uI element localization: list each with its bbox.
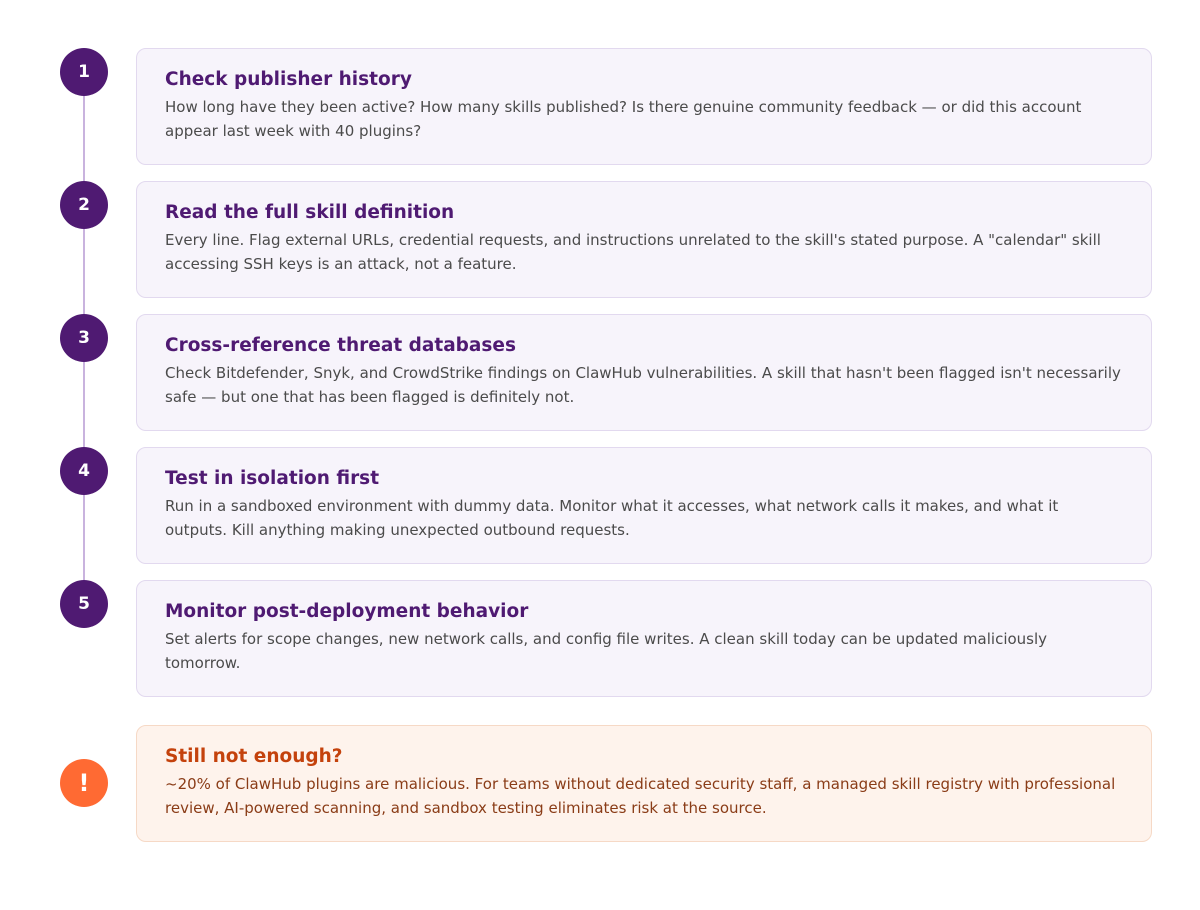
connector-line [83, 362, 85, 447]
connector-line [83, 96, 85, 181]
step-title: Test in isolation first [165, 468, 380, 489]
step-card [136, 181, 1152, 298]
warning-card [136, 725, 1152, 842]
step-number-badge: 3 [60, 314, 108, 362]
step-card [136, 447, 1152, 564]
warning-title: Still not enough? [165, 746, 343, 767]
step-title: Check publisher history [165, 69, 412, 90]
step-card [136, 580, 1152, 697]
step-description: Check Bitdefender, Snyk, and CrowdStrike findings on ClawHub vulnerabilities. A skill that hasn't been flagged isn't necessarily safe — but one that has been flagged is definitely not. [165, 364, 1121, 406]
step-description: How long have they been active? How many skills published? Is there genuine community feedback — or did this account appear last week with 40 plugins? [165, 98, 1082, 140]
step-card [136, 314, 1152, 431]
step-number-badge: 4 [60, 447, 108, 495]
step-number-badge: 5 [60, 580, 108, 628]
connector-line [83, 495, 85, 580]
step-title: Monitor post-deployment behavior [165, 601, 529, 622]
exclamation-icon: ! [60, 759, 108, 807]
warning-description: ~20% of ClawHub plugins are malicious. For teams without dedicated security staff, a managed skill registry with professional review, AI-powered scanning, and sandbox testing eliminates risk at the source. [165, 775, 1116, 817]
step-title: Read the full skill definition [165, 202, 455, 223]
connector-line [83, 229, 85, 314]
step-title: Cross-reference threat databases [165, 335, 516, 356]
step-description: Run in a sandboxed environment with dummy data. Monitor what it accesses, what network calls it makes, and what it outputs. Kill anything making unexpected outbound requests. [165, 497, 1059, 539]
step-description: Every line. Flag external URLs, credential requests, and instructions unrelated to the skill's stated purpose. A "calendar" skill accessing SSH keys is an attack, not a feature. [165, 231, 1101, 273]
step-number-badge: 2 [60, 181, 108, 229]
step-description: Set alerts for scope changes, new network calls, and config file writes. A clean skill today can be updated maliciously tomorrow. [165, 630, 1048, 672]
step-number-badge: 1 [60, 48, 108, 96]
step-card [136, 48, 1152, 165]
